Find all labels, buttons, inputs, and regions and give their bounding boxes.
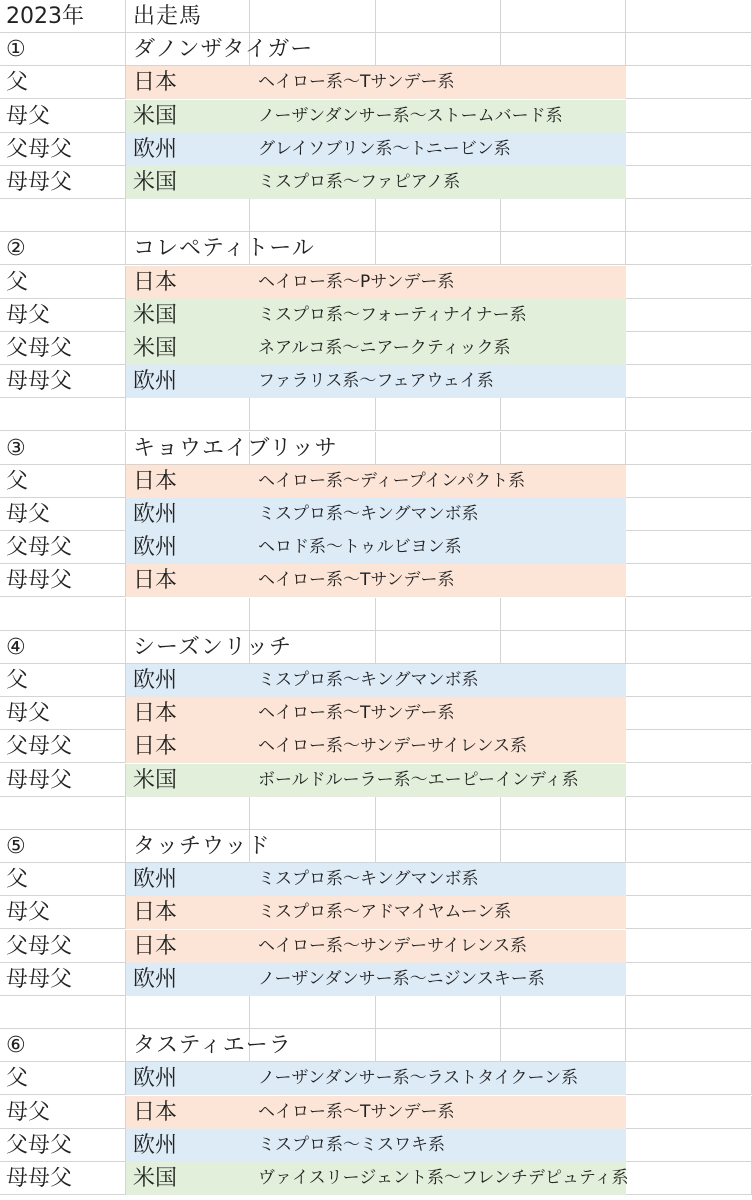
grid-cell[interactable] xyxy=(626,830,752,863)
grid-cell[interactable] xyxy=(501,398,626,431)
grid-cell[interactable] xyxy=(626,266,752,299)
spacer-row xyxy=(0,199,752,232)
pedigree-row xyxy=(0,896,752,929)
relation-label: 母父 xyxy=(6,1099,51,1125)
grid-cell[interactable] xyxy=(626,133,752,166)
sire-line: ミスプロ系～フォーティナイナー系 xyxy=(258,304,527,325)
sire-line: ミスプロ系～ファピアノ系 xyxy=(258,172,461,192)
grid-cell[interactable] xyxy=(501,996,626,1029)
horse-name: コレペティトール xyxy=(133,236,315,262)
grid-cell[interactable] xyxy=(501,33,626,66)
grid-cell[interactable] xyxy=(626,365,752,398)
pedigree-row xyxy=(0,332,752,365)
sire-line: ボールドルーラー系～エーピーインディ系 xyxy=(258,769,579,790)
sire-line: ファラリス系～フェアウェイ系 xyxy=(258,371,494,392)
pedigree-row xyxy=(0,863,752,896)
region-label: 日本 xyxy=(133,468,178,494)
region-label: 欧州 xyxy=(133,867,178,893)
grid-cell[interactable] xyxy=(626,0,752,33)
horse-name-row xyxy=(0,33,752,66)
grid-cell[interactable] xyxy=(250,398,376,431)
region-label: 欧州 xyxy=(133,1132,178,1158)
grid-cell[interactable] xyxy=(626,1062,752,1095)
pedigree-row xyxy=(0,166,752,199)
pedigree-row xyxy=(0,133,752,166)
pedigree-row xyxy=(0,465,752,498)
region-label: 欧州 xyxy=(133,535,178,561)
grid-cell[interactable] xyxy=(501,232,626,265)
sire-line: ミスプロ系～キングマンボ系 xyxy=(258,869,479,890)
relation-label: 母父 xyxy=(6,701,51,727)
region-label: 日本 xyxy=(133,734,178,760)
header-row xyxy=(0,0,752,33)
grid-cell[interactable] xyxy=(626,398,752,431)
pedigree-row xyxy=(0,1162,752,1195)
grid-cell[interactable] xyxy=(626,730,752,763)
grid-cell[interactable] xyxy=(501,830,626,863)
grid-cell[interactable] xyxy=(626,199,752,232)
sire-line: ミスプロ系～キングマンボ系 xyxy=(258,670,479,690)
grid-cell[interactable] xyxy=(376,232,501,265)
grid-cell[interactable] xyxy=(0,598,126,631)
pedigree-row xyxy=(0,1062,752,1095)
horse-name: シーズンリッチ xyxy=(133,634,293,660)
grid-cell[interactable] xyxy=(376,398,501,431)
grid-cell[interactable] xyxy=(126,199,250,232)
grid-cell[interactable] xyxy=(626,332,752,365)
relation-label: 母母父 xyxy=(6,767,73,793)
grid-cell[interactable] xyxy=(626,697,752,730)
grid-cell[interactable] xyxy=(626,797,752,830)
relation-label: 父 xyxy=(6,867,29,893)
year-label: 2023年 xyxy=(6,4,84,29)
region-label: 日本 xyxy=(133,1099,178,1125)
sire-line: グレイソブリン系～トニービン系 xyxy=(258,138,511,159)
horse-number: ③ xyxy=(6,435,26,461)
relation-label: 父母父 xyxy=(6,734,73,760)
horse-name-row xyxy=(0,830,752,863)
relation-label: 母母父 xyxy=(6,1166,73,1191)
grid-cell[interactable] xyxy=(501,631,626,664)
grid-cell[interactable] xyxy=(626,664,752,697)
grid-cell[interactable] xyxy=(626,1096,752,1129)
grid-cell[interactable] xyxy=(376,797,501,830)
relation-label: 父母父 xyxy=(6,136,73,162)
pedigree-row xyxy=(0,1129,752,1162)
grid-cell[interactable] xyxy=(126,398,250,431)
horse-number: ② xyxy=(6,236,26,262)
region-label: 日本 xyxy=(133,701,178,727)
pedigree-row xyxy=(0,697,752,730)
horse-name-row xyxy=(0,1029,752,1062)
pedigree-row xyxy=(0,299,752,332)
grid-cell[interactable] xyxy=(376,830,501,863)
pedigree-row xyxy=(0,1096,752,1129)
grid-cell[interactable] xyxy=(250,996,376,1029)
pedigree-row xyxy=(0,266,752,299)
grid-cell[interactable] xyxy=(0,797,126,830)
grid-cell[interactable] xyxy=(501,199,626,232)
grid-cell[interactable] xyxy=(501,1029,626,1062)
region-label: 米国 xyxy=(133,767,178,793)
horse-number: ① xyxy=(6,37,26,63)
horse-name: タッチウッド xyxy=(133,834,271,859)
grid-cell[interactable] xyxy=(126,598,250,631)
region-label: 日本 xyxy=(133,568,178,594)
sire-line: ネアルコ系～ニアークティック系 xyxy=(258,338,511,358)
horse-name-row xyxy=(0,631,752,664)
grid-cell[interactable] xyxy=(626,930,752,963)
pedigree-row xyxy=(0,531,752,564)
grid-cell[interactable] xyxy=(376,432,501,465)
region-label: 米国 xyxy=(133,336,178,361)
pedigree-row xyxy=(0,664,752,697)
grid-cell[interactable] xyxy=(376,199,501,232)
spacer-row xyxy=(0,797,752,830)
horse-name: タスティエーラ xyxy=(133,1033,292,1059)
sire-line: ヴァイスリージェント系～フレンチデピュティ系 xyxy=(258,1168,629,1188)
relation-label: 父 xyxy=(6,70,29,96)
sire-line: ヘイロー系～Tサンデー系 xyxy=(258,570,455,591)
relation-label: 母母父 xyxy=(6,369,73,395)
grid-cell[interactable] xyxy=(626,963,752,996)
region-label: 欧州 xyxy=(133,502,178,527)
pedigree-row xyxy=(0,730,752,763)
grid-cell[interactable] xyxy=(626,598,752,631)
pedigree-row xyxy=(0,66,752,99)
sire-line: ミスプロ系～キングマンボ系 xyxy=(258,504,479,524)
pedigree-row xyxy=(0,100,752,133)
sire-line: ノーザンダンサー系～ストームバード系 xyxy=(258,105,563,126)
grid-cell[interactable] xyxy=(501,598,626,631)
grid-cell[interactable] xyxy=(626,232,752,265)
pedigree-row xyxy=(0,963,752,996)
grid-cell[interactable] xyxy=(626,531,752,564)
grid-cell[interactable] xyxy=(0,199,126,232)
sire-line: ヘイロー系～Tサンデー系 xyxy=(258,72,455,93)
region-label: 米国 xyxy=(133,1166,178,1191)
region-label: 米国 xyxy=(133,103,178,129)
relation-label: 母父 xyxy=(6,900,51,926)
region-label: 欧州 xyxy=(133,136,178,162)
grid-cell[interactable] xyxy=(626,564,752,597)
grid-cell[interactable] xyxy=(626,100,752,133)
sire-line: ノーザンダンサー系～ラストタイクーン系 xyxy=(258,1068,579,1089)
grid-cell[interactable] xyxy=(626,1129,752,1162)
region-label: 欧州 xyxy=(133,668,178,693)
grid-cell[interactable] xyxy=(126,797,250,830)
region-label: 日本 xyxy=(133,269,178,295)
relation-label: 父母父 xyxy=(6,1132,73,1158)
grid-cell[interactable] xyxy=(250,199,376,232)
spacer-row xyxy=(0,996,752,1029)
region-label: 米国 xyxy=(133,302,178,328)
grid-cell[interactable] xyxy=(626,66,752,99)
grid-cell[interactable] xyxy=(501,0,626,33)
grid-cell[interactable] xyxy=(0,398,126,431)
relation-label: 父 xyxy=(6,1066,29,1092)
region-label: 欧州 xyxy=(133,369,178,395)
relation-label: 母母父 xyxy=(6,966,73,992)
grid-cell[interactable] xyxy=(626,631,752,664)
horse-number: ⑥ xyxy=(6,1033,26,1059)
pedigree-row xyxy=(0,764,752,797)
region-label: 日本 xyxy=(133,933,178,959)
relation-label: 母父 xyxy=(6,103,51,129)
spacer-row xyxy=(0,598,752,631)
relation-label: 母父 xyxy=(6,302,51,328)
horse-name: ダノンザタイガー xyxy=(133,37,314,63)
sire-line: ヘイロー系～サンデーサイレンス系 xyxy=(258,736,528,757)
grid-cell[interactable] xyxy=(626,764,752,797)
grid-cell[interactable] xyxy=(626,896,752,929)
sire-line: ヘイロー系～Tサンデー系 xyxy=(258,1101,455,1122)
relation-label: 母母父 xyxy=(6,170,73,195)
grid-cell[interactable] xyxy=(250,797,376,830)
pedigree-row xyxy=(0,564,752,597)
pedigree-row xyxy=(0,930,752,963)
region-label: 日本 xyxy=(133,900,178,926)
relation-label: 父 xyxy=(6,668,29,693)
grid-cell[interactable] xyxy=(376,0,501,33)
grid-cell[interactable] xyxy=(626,33,752,66)
region-label: 米国 xyxy=(133,170,178,195)
grid-cell[interactable] xyxy=(0,996,126,1029)
horse-name-row xyxy=(0,432,752,465)
sire-line: ヘイロー系～ディープインパクト系 xyxy=(258,470,526,491)
grid-cell[interactable] xyxy=(376,598,501,631)
sire-line: ヘロド系～トゥルビヨン系 xyxy=(258,537,462,558)
pedigree-row xyxy=(0,365,752,398)
grid-cell[interactable] xyxy=(376,631,501,664)
region-label: 欧州 xyxy=(133,966,178,992)
grid-cell[interactable] xyxy=(126,996,250,1029)
grid-cell[interactable] xyxy=(376,33,501,66)
horse-name-row xyxy=(0,232,752,265)
sire-line: ミスプロ系～ミスワキ系 xyxy=(258,1134,445,1155)
grid-cell[interactable] xyxy=(250,0,376,33)
grid-cell[interactable] xyxy=(626,996,752,1029)
grid-cell[interactable] xyxy=(501,432,626,465)
grid-cell[interactable] xyxy=(626,1029,752,1062)
region-label: 欧州 xyxy=(133,1066,178,1092)
grid-cell[interactable] xyxy=(626,863,752,896)
grid-cell[interactable] xyxy=(376,996,501,1029)
horse-name: キョウエイブリッサ xyxy=(133,435,338,461)
grid-cell[interactable] xyxy=(376,1029,501,1062)
horse-number: ④ xyxy=(6,634,26,660)
relation-label: 父母父 xyxy=(6,336,73,361)
relation-label: 母父 xyxy=(6,502,51,527)
relation-label: 父母父 xyxy=(6,535,73,561)
grid-cell[interactable] xyxy=(626,166,752,199)
region-label: 日本 xyxy=(133,70,178,96)
grid-cell[interactable] xyxy=(626,1162,752,1195)
relation-label: 父 xyxy=(6,468,29,494)
sire-line: ミスプロ系～アドマイヤムーン系 xyxy=(258,902,512,923)
pedigree-row xyxy=(0,498,752,531)
grid-cell[interactable] xyxy=(501,797,626,830)
relation-label: 父 xyxy=(6,269,29,295)
grid-cell[interactable] xyxy=(626,465,752,498)
spacer-row xyxy=(0,398,752,431)
grid-cell[interactable] xyxy=(250,598,376,631)
sire-line: ノーザンダンサー系～ニジンスキー系 xyxy=(258,968,545,989)
grid-cell[interactable] xyxy=(626,498,752,531)
relation-label: 母母父 xyxy=(6,568,73,594)
horse-number: ⑤ xyxy=(6,834,26,859)
sire-line: ヘイロー系～Pサンデー系 xyxy=(258,271,455,292)
column-header: 出走馬 xyxy=(133,4,203,29)
sire-line: ヘイロー系～サンデーサイレンス系 xyxy=(258,935,528,956)
relation-label: 父母父 xyxy=(6,933,73,959)
sire-line: ヘイロー系～Tサンデー系 xyxy=(258,703,455,724)
grid-cell[interactable] xyxy=(626,299,752,332)
grid-cell[interactable] xyxy=(626,432,752,465)
